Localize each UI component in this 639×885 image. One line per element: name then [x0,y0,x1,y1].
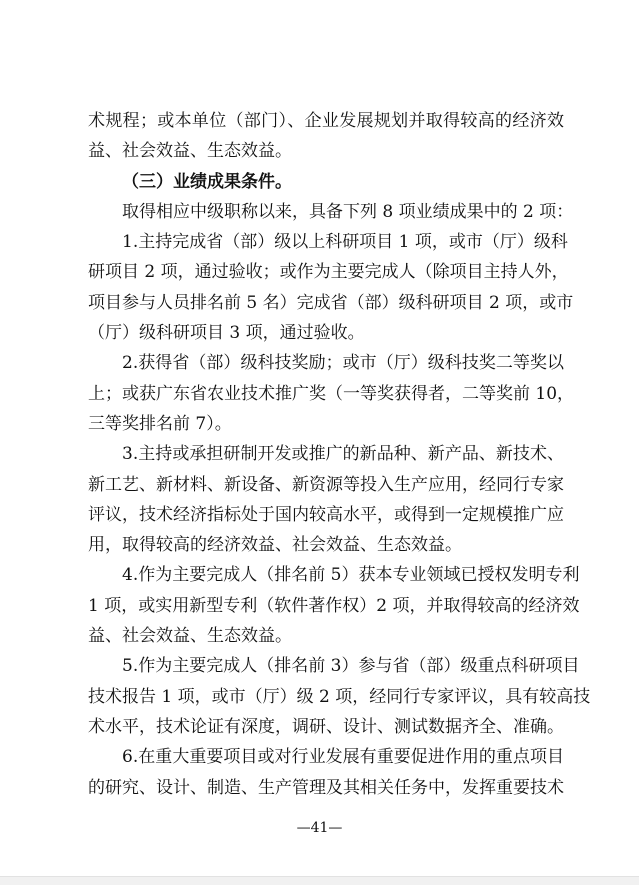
text-line: 4.作为主要完成人（排名前 5）获本专业领域已授权发明专利 [122,565,580,586]
text-line: 益、社会效益、生态效益。 [88,626,292,647]
text-line: （厅）级科研项目 3 项，通过验收。 [88,323,365,344]
text-line: 5.作为主要完成人（排名前 3）参与省（部）级重点科研项目 [122,656,580,677]
text-line: 2.获得省（部）级科技奖励；或市（厅）级科技奖二等奖以 [122,353,564,374]
text-line: 的研究、设计、制造、生产管理及其相关任务中，发挥重要技术 [88,777,564,798]
text-line: 益、社会效益、生态效益。 [88,141,292,162]
text-line: 项目参与人员排名前 5 名）完成省（部）级科研项目 2 项，或市 [88,292,574,313]
text-line: 术规程；或本单位（部门）、企业发展规划并取得较高的经济效 [88,111,564,131]
body-text [88,106,591,803]
text-line: 术水平，技术论证有深度，调研、设计、测试数据齐全、准确。 [88,716,564,737]
section-heading: （三）业绩成果条件。 [122,171,292,192]
text-line: 研项目 2 项，通过验收；或作为主要完成人（除项目主持人外， [88,262,569,283]
text-line: 三等奖排名前 7）。 [88,413,232,434]
text-line: 新工艺、新材料、新设备、新资源等投入生产应用，经同行专家 [88,474,564,495]
text-line: 6.在重大重要项目或对行业发展有重要促进作用的重点项目 [122,747,564,768]
text-line: 1.主持完成省（部）级以上科研项目 1 项，或市（厅）级科 [122,232,568,253]
text-line: 用，取得较高的经济效益、社会效益、生态效益。 [88,535,462,556]
page-number: —41— [296,820,343,836]
text-line: 取得相应中级职称以来，具备下列 8 项业绩成果中的 2 项： [122,201,574,222]
text-line: 1 项，或实用新型专利（软件著作权）2 项，并取得较高的经济效 [88,595,580,616]
text-line: 上；或获广东省农业技术推广奖（一等奖获得者，二等奖前 10， [88,383,575,404]
text-line: 3.主持或承担研制开发或推广的新品种、新产品、新技术、 [122,444,564,465]
text-line: 评议，技术经济指标处于国内较高水平，或得到一定规模推广应 [88,504,564,525]
text-line: 技术报告 1 项，或市（厅）级 2 项，经同行专家评议，具有较高技 [88,686,591,707]
